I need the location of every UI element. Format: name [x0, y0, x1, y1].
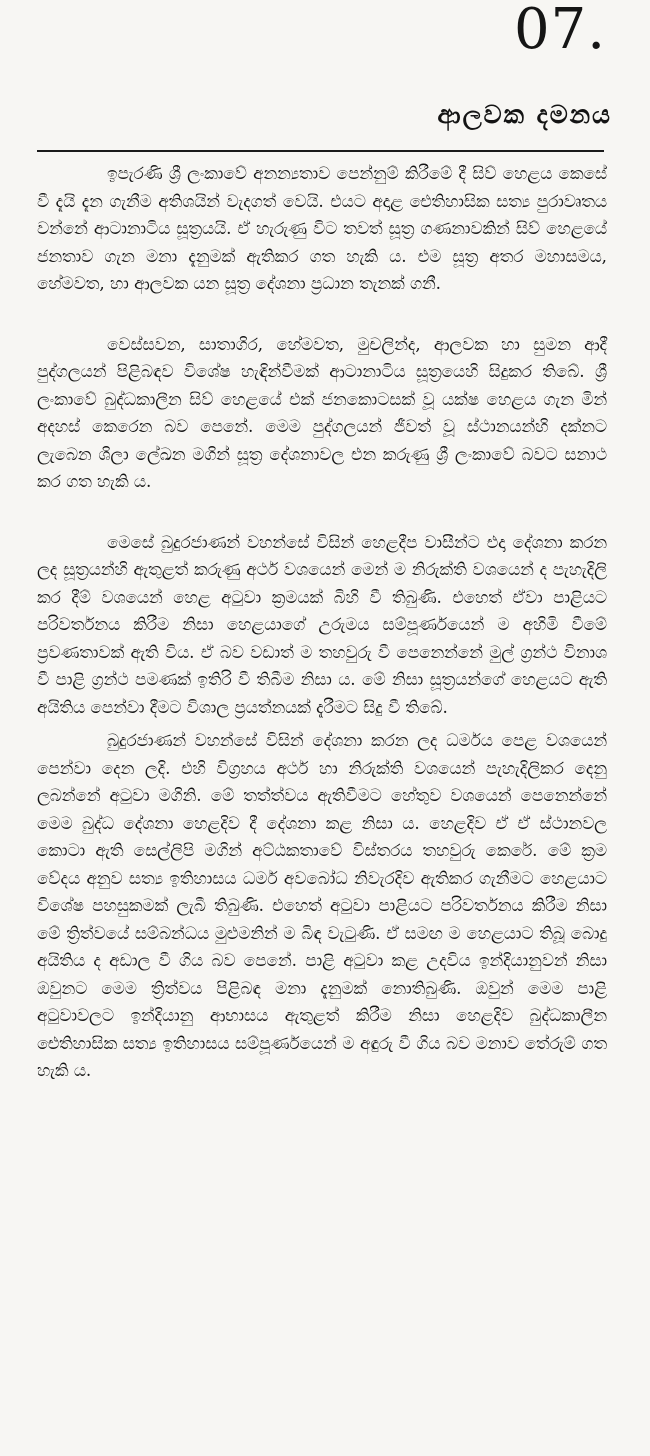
paragraph-2: වෙස්සවන, සාතාගිර, හේමවත, මුචලින්ද, ආලවක හා සුමන ආදී පුද්ගලයන් පිළිබඳව විශේෂ හැඳින්වීමක් ආටානාටිය සූත්‍රයෙහි සිදුකර තිබේ. ශ්‍රී ලංකාවේ බුද්ධකාලීන සිව් හෙළයේ එක් ජනකොටසක් වූ යක්ෂ හෙළය ගැන මින් අදහස් කෙරෙන බව පෙනේ. මෙම පුද්ගලයන් ජීවත් වූ ස්ථානයන්හි දක්නට ලැබෙන ශිලා ලේඛන මගින් සූත්‍ර දේශනාවල එන කරුණු ශ්‍රී ලංකාවේ බවට සනාථ කර ගත හැකි ය. [37, 333, 607, 491]
page-number: 07. [513, 0, 606, 62]
paragraph-1: ඉපැරණි ශ්‍රී ලංකාවේ අනන්‍යතාව පෙන්නුම් කිරීමේ දී සිව් හෙළය කෙසේ වී දැයි දැන ගැනීම අතිශයින් වැදගත් වෙයි. එයට අදාළ ඓතිහාසික සත්‍ය පුරාවෘතය වන්නේ ආටානාටිය සූත්‍රයයි. ඒ හැරුණු විට තවත් සූත්‍ර ගණනාවකින් සිව් හෙළයේ ජනතාව ගැන මනා දැනුමක් ඇතිකර ගත හැකි ය. එම සූත්‍ර අතර මහාසමය, හේමවත, හා ආලවක යන සූත්‍ර දේශනා ප්‍රධාන තැනක් ගනී. [37, 163, 607, 293]
article-body [37, 160, 607, 1085]
paragraph-3: මෙසේ බුදුරජාණන් වහන්සේ විසින් හෙළදීප වාසීන්ට එදා දේශනා කරන ලද සූත්‍රයන්හි ඇතුළත් කරුණු අර්ථ වශයෙන් මෙන් ම නිරුක්ති වශයෙන් ද පැහැදිලි කර දීම් වශයෙන් හෙළ අටුවා ක්‍රමයක් බිහි වී තිබුණි. එහෙත් ඒවා පාළියට පරිවර්තනය කිරීම නිසා හෙළයාගේ උරුමය සම්පූර්ණයෙන් ම අහිමි වීමේ ප්‍රවණතාවක් ඇති විය. ඒ බව වඩාත් ම තහවුරු වී පෙනෙන්නේ මුල් ග්‍රන්ථ විනාශ වී පාළි ග්‍රන්ථ පමණක් ඉතිරි වී තිබීම නිසා ය. මේ නිසා සූත්‍රයන්ගේ හෙළයට ඇති අයිතිය පෙන්වා දීමට විශාල ප්‍රයත්නයක් දැරීමට සිදු වී තිබේ. [37, 531, 607, 717]
chapter-title: ආලවක දමනය [437, 100, 612, 129]
title-divider [37, 150, 604, 152]
paragraph-4: බුදුරජාණන් වහන්සේ විසින් දේශනා කරන ලද ධර්මය පෙළ වශයෙන් පෙන්වා දෙන ලදි. එහි විග්‍රහය අර්ථ හා නිරුක්ති වශයෙන් පැහැදිලිකර දෙනු ලබන්නේ අටුවා මගිනි. මේ තත්ත්වය ඇතිවීමට හේතුව වශයෙන් පෙනෙන්නේ මෙම බුද්ධ දේශනා හෙළදිව දී දේශනා කළ නිසා ය. හෙළදිව ඒ ඒ ස්ථානවල කොටා ඇති සෙල්ලිපි මගින් අට්ඨකතාවේ විස්තරය තහවුරු කෙරේ. මේ ක්‍රම වේදය අනුව සත්‍ය ඉතිහාසය ධර්ම අවබෝධ නිවැරදිව ඇතිකර ගැනීමට හෙළයාට විශේෂ පහසුකමක් ලැබී තිබුණි. එහෙත් අටුවා පාළියට පරිවර්තනය කිරීම නිසා මේ ත්‍රිත්වයේ සම්බන්ධය මුළුමනින් ම බිඳ වැටුණි. ඒ සමඟ ම හෙළයාට තිබූ බොදු අයිතිය ද අඩාල වී ගිය බව පෙනේ. පාළි අටුවා කළ උදවිය ඉන්දියානුවන් නිසා ඔවුනට මෙම ත්‍රිත්වය පිළිබඳ මනා දැනුමක් නොතිබුණි. ඔවුන් මෙම පාළි අටුවාවලට ඉන්දියානු ආභාසය ඇතුළත් කිරීම නිසා හෙළදිව බුද්ධකාලීන ඓතිහාසික සත්‍ය ඉතිහාසය සම්පූර්ණයෙන් ම අඳුරු වී ගිය බව මනාව තේරුම් ගත හැකි ය. [37, 730, 607, 1080]
